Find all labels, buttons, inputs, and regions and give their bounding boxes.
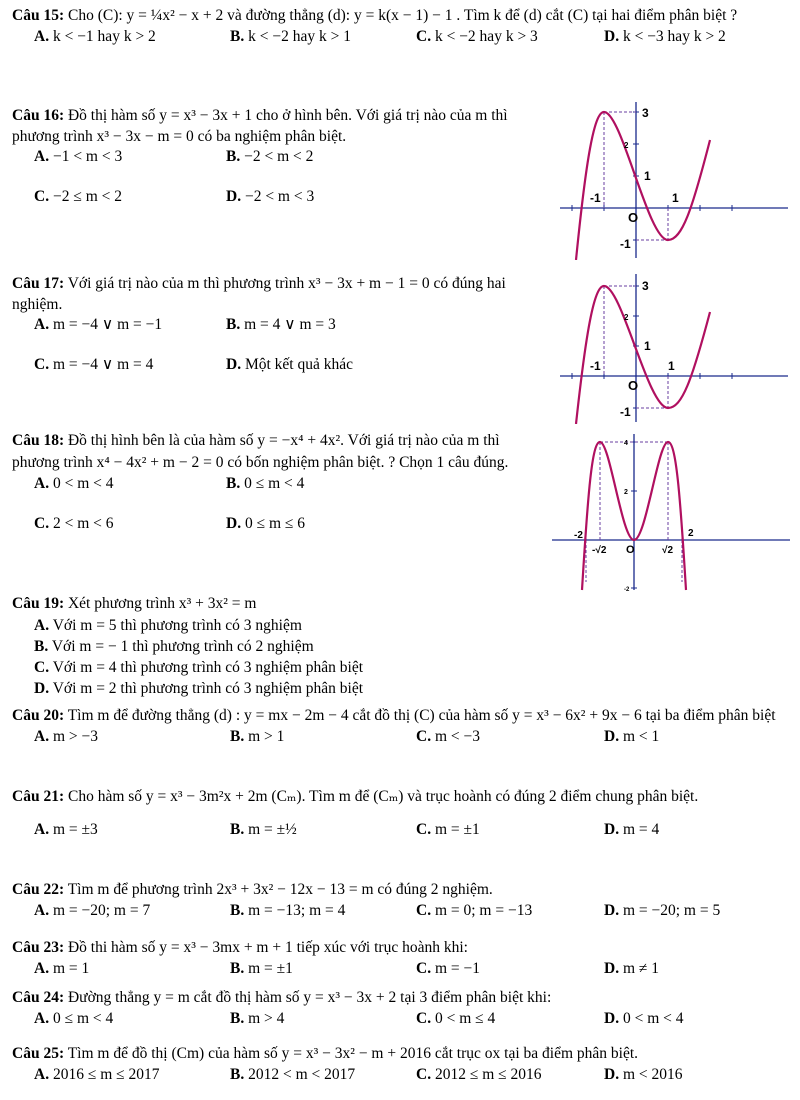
question-text: Đường thẳng y = m cắt đồ thị hàm số y = x³ − 3x + 2 tại 3 điểm phân biệt khi:	[67, 989, 552, 1006]
options-row	[12, 959, 788, 981]
option-c[interactable]: C. k < −2 hay k > 3	[416, 27, 538, 45]
label-origin: O	[626, 544, 635, 556]
options-row	[12, 901, 788, 923]
option-a[interactable]: A. 0 ≤ m < 4	[34, 1009, 114, 1027]
question-label: Câu 21:	[12, 788, 65, 805]
option-c[interactable]: C. Với m = 4 thì phương trình có 3 nghiệm phân biệt	[34, 658, 364, 676]
options-row	[12, 1065, 788, 1087]
label-x-2: 2	[688, 528, 694, 539]
option-c[interactable]: C. m = −4 ∨ m = 4	[34, 356, 154, 374]
label-x-1: 1	[672, 191, 679, 205]
options-row	[12, 727, 788, 749]
question-text: Với giá trị nào của m thì phương trình x³ − 3x + m − 1 = 0 có đúng hai nghiệm.	[12, 275, 506, 313]
option-c[interactable]: C. 0 < m ≤ 4	[416, 1009, 496, 1027]
option-b[interactable]: B. m = ±1	[230, 959, 293, 977]
option-d[interactable]: D. m < 2016	[604, 1065, 683, 1083]
option-a[interactable]: A. m = −4 ∨ m = −1	[34, 316, 163, 334]
options-row	[12, 355, 532, 377]
option-c[interactable]: C. 2 < m < 6	[34, 515, 114, 532]
label-x-neg1: -1	[590, 191, 601, 205]
question-label: Câu 25:	[12, 1045, 65, 1062]
option-d[interactable]: D. m ≠ 1	[604, 959, 660, 977]
label-y-neg1: -1	[620, 405, 631, 419]
label-y-neg1: -1	[620, 237, 631, 251]
option-d[interactable]: D. m < 1	[604, 727, 660, 745]
options-row	[12, 474, 532, 496]
question-21	[12, 786, 788, 842]
question-22	[12, 880, 788, 923]
option-b[interactable]: B. Với m = − 1 thì phương trình có 2 nghiệm	[34, 637, 314, 655]
option-b[interactable]: B. m = −13; m = 4	[230, 901, 346, 919]
question-label: Câu 18:	[12, 432, 65, 449]
option-d[interactable]: D. −2 < m < 3	[226, 188, 315, 206]
option-b[interactable]: B. k < −2 hay k > 1	[230, 27, 351, 45]
question-text: Tìm m để phương trình 2x³ + 3x² − 12x − 13 = m có đúng 2 nghiệm.	[67, 881, 493, 898]
label-origin: O	[628, 378, 639, 393]
question-label: Câu 23:	[12, 939, 65, 956]
question-18	[12, 430, 532, 536]
option-a[interactable]: A. −1 < m < 3	[34, 148, 123, 166]
question-text: Đồ thị hàm số y = x³ − 3x + 1 cho ở hình bên. Với giá trị nào của m thì phương trình x³ − 3x − m = 0 có ba nghiệm phân biệt.	[12, 107, 508, 145]
question-16	[12, 106, 532, 209]
option-d[interactable]: D. m = −20; m = 5	[604, 901, 721, 919]
question-label: Câu 24:	[12, 989, 65, 1006]
option-c[interactable]: C. −2 ≤ m < 2	[34, 188, 122, 206]
cubic-curve	[576, 286, 710, 424]
label-y-2: 2	[624, 489, 628, 496]
option-b[interactable]: B. 2012 < m < 2017	[230, 1065, 356, 1083]
quartic-graph	[552, 432, 792, 592]
question-label: Câu 22:	[12, 881, 65, 898]
option-a[interactable]: A. k < −1 hay k > 2	[34, 27, 156, 45]
option-d[interactable]: D. m = 4	[604, 821, 660, 839]
options-column	[12, 615, 788, 699]
options-row	[12, 147, 532, 169]
cubic-graph-1	[560, 100, 790, 260]
options-row	[12, 514, 532, 536]
option-a[interactable]: A. m = ±3	[34, 821, 98, 839]
option-b[interactable]: B. m > 4	[230, 1009, 285, 1027]
option-a[interactable]: A. 2016 ≤ m ≤ 2017	[34, 1065, 160, 1083]
option-a[interactable]: A. 0 < m < 4	[34, 475, 114, 492]
label-y-4: 4	[624, 440, 628, 447]
question-19	[12, 594, 788, 699]
question-15	[12, 6, 788, 49]
question-text: Cho (C): y = ¼x² − x + 2 và đường thẳng (d): y = k(x − 1) − 1 . Tìm k để (d) cắt (C) tại hai điểm phân biệt ?	[67, 7, 738, 24]
question-label: Câu 17:	[12, 275, 65, 292]
label-x-1: 1	[668, 359, 675, 373]
option-c[interactable]: C. m < −3	[416, 727, 480, 745]
label-x-neg2: -2	[574, 530, 583, 541]
option-c[interactable]: C. m = 0; m = −13	[416, 901, 533, 919]
option-b[interactable]: B. m > 1	[230, 727, 285, 745]
options-row	[12, 27, 788, 49]
label-y-1: 1	[644, 339, 651, 353]
question-text: Đồ thị hình bên là của hàm số y = −x⁴ + 4x². Với giá trị nào của m thì phương trình x⁴ − 4x² + m − 2 = 0 có bốn nghiệm phân biệt. ? Chọn 1 câu đúng.	[12, 432, 509, 471]
question-text: Cho hàm số y = x³ − 3m²x + 2m (Cₘ). Tìm m để (Cₘ) và trục hoành có đúng 2 điểm chung phân biệt.	[67, 788, 699, 805]
cubic-curve	[576, 112, 710, 260]
option-b[interactable]: B. m = ±½	[230, 821, 297, 839]
label-y-2: 2	[624, 313, 629, 322]
option-d[interactable]: D. k < −3 hay k > 2	[604, 27, 726, 45]
question-label: Câu 16:	[12, 107, 65, 124]
option-c[interactable]: C. m = −1	[416, 959, 480, 977]
option-c[interactable]: C. 2012 ≤ m ≤ 2016	[416, 1065, 542, 1083]
label-root-pos: √2	[662, 545, 674, 556]
question-23	[12, 938, 788, 981]
option-d[interactable]: D. Với m = 2 thì phương trình có 3 nghiệm phân biệt	[34, 679, 364, 697]
label-y-1: 1	[644, 169, 651, 183]
label-y-3: 3	[642, 106, 649, 120]
question-label: Câu 15:	[12, 7, 65, 24]
question-label: Câu 20:	[12, 707, 65, 724]
option-a[interactable]: A. m = 1	[34, 959, 90, 977]
options-row	[12, 1009, 788, 1031]
options-row	[12, 187, 532, 209]
option-d[interactable]: D. 0 ≤ m ≤ 6	[226, 515, 306, 532]
question-25	[12, 1044, 788, 1087]
option-a[interactable]: A. m > −3	[34, 727, 98, 745]
label-y-neg2: -2	[624, 587, 630, 592]
label-root-neg: -√2	[592, 545, 607, 556]
option-d[interactable]: D. Một kết quả khác	[226, 356, 353, 374]
question-text: Đồ thi hàm số y = x³ − 3mx + m + 1 tiếp xúc với trục hoành khi:	[67, 939, 468, 956]
label-origin: O	[628, 210, 639, 225]
question-24	[12, 988, 788, 1031]
options-row	[12, 820, 788, 842]
question-20	[12, 706, 788, 749]
question-label: Câu 19:	[12, 595, 65, 612]
question-text: Tìm m để đường thẳng (d) : y = mx − 2m − 4 cắt đồ thị (C) của hàm số y = x³ − 6x² + 9x − 6 tại ba điểm phân biệt	[67, 707, 776, 724]
option-b[interactable]: B. m = 4 ∨ m = 3	[226, 316, 336, 334]
question-17	[12, 274, 532, 377]
option-a[interactable]: A. m = −20; m = 7	[34, 901, 151, 919]
label-x-neg1: -1	[590, 359, 601, 373]
cubic-graph-2	[560, 272, 790, 424]
label-y-3: 3	[642, 279, 649, 293]
option-b[interactable]: B. 0 ≤ m < 4	[226, 475, 305, 492]
question-text: Xét phương trình x³ + 3x² = m	[67, 595, 257, 612]
option-a[interactable]: A. Với m = 5 thì phương trình có 3 nghiệm	[34, 616, 302, 634]
option-d[interactable]: D. 0 < m < 4	[604, 1009, 684, 1027]
option-c[interactable]: C. m = ±1	[416, 821, 480, 839]
question-text: Tìm m để đồ thị (Cm) của hàm số y = x³ − 3x² − m + 2016 cắt trục ox tại ba điểm phân biệt.	[67, 1045, 639, 1062]
options-row	[12, 315, 532, 337]
option-b[interactable]: B. −2 < m < 2	[226, 148, 314, 166]
label-y-2: 2	[624, 141, 629, 150]
